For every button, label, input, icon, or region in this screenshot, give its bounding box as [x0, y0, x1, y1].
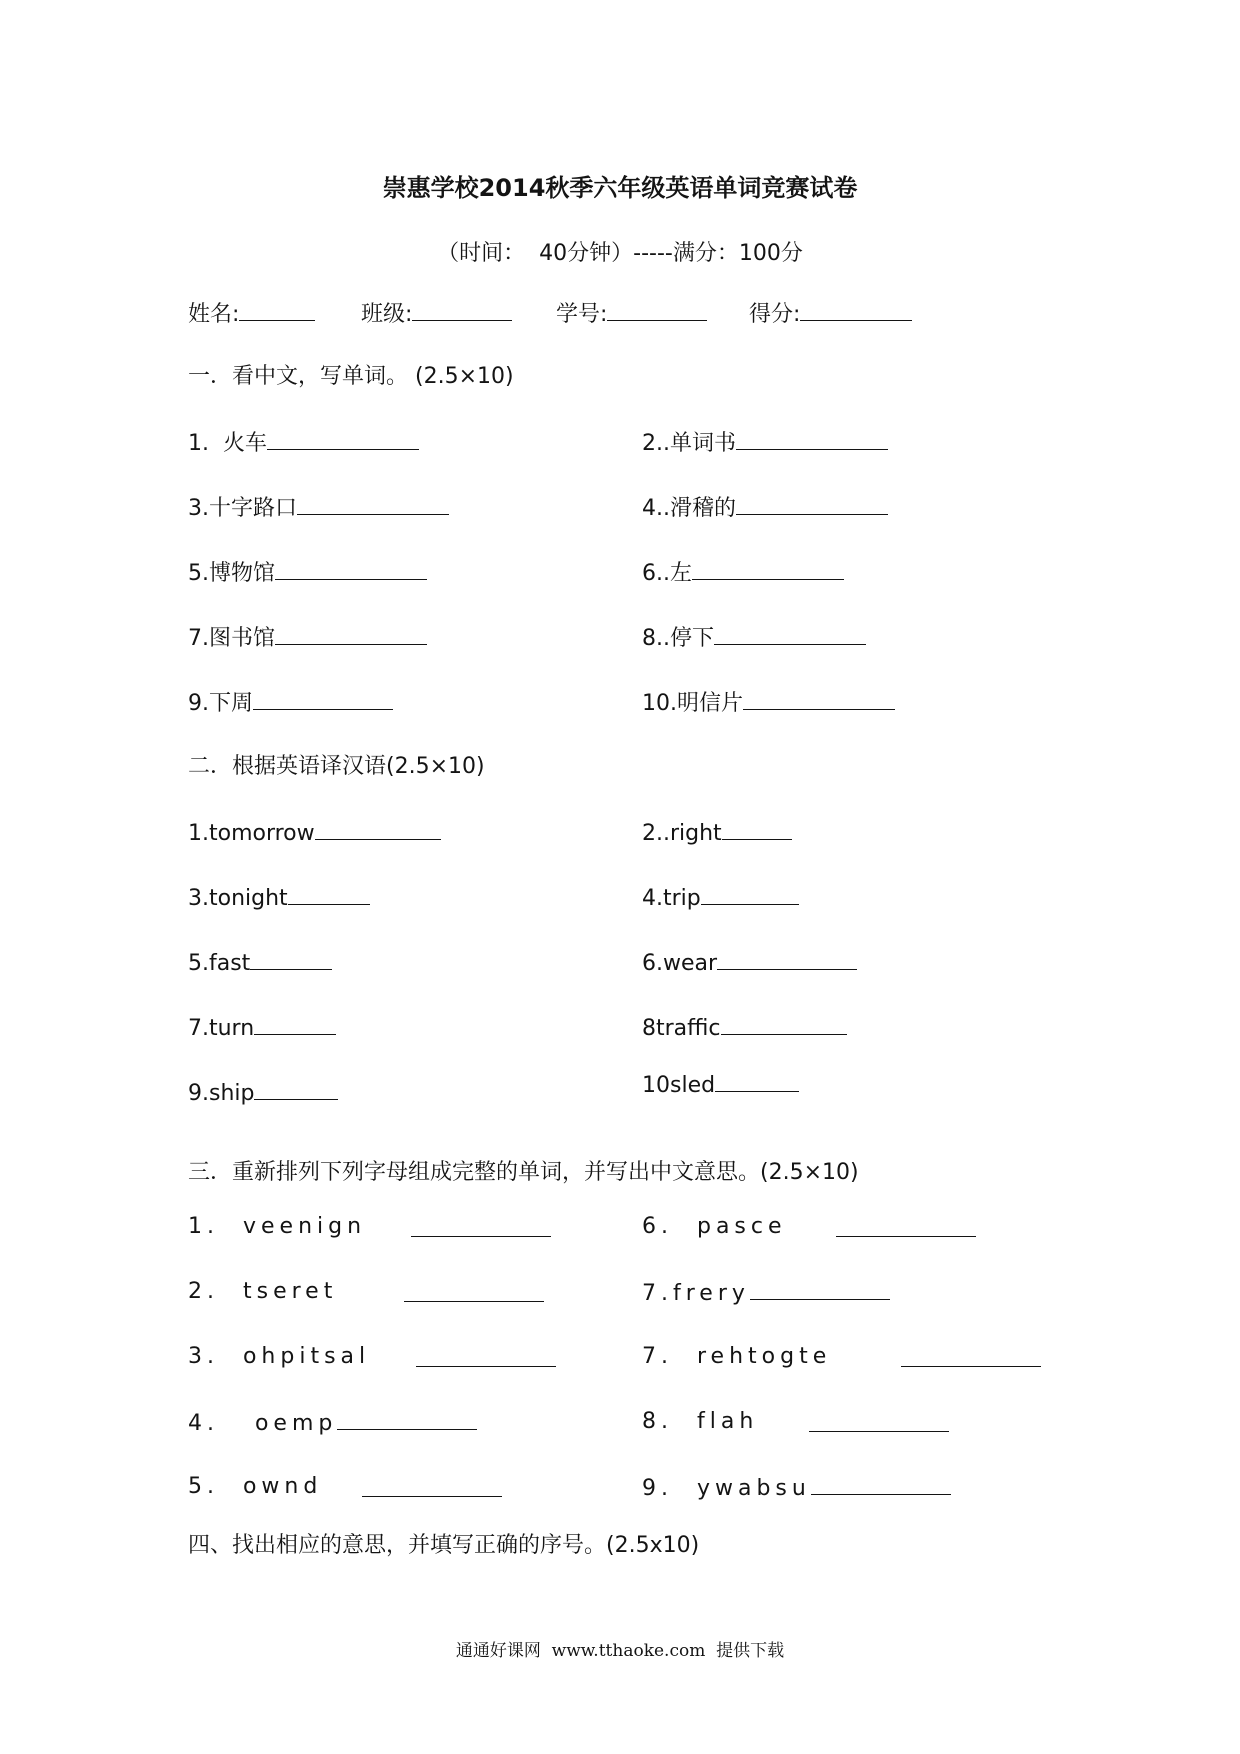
question-label: 7.turn: [188, 1016, 255, 1041]
scrambled-word: 1. veenign: [188, 1214, 367, 1239]
name-field[interactable]: [188, 300, 315, 328]
answer-blank[interactable]: [809, 1411, 949, 1432]
question-label: 2..right: [642, 821, 722, 846]
question-item[interactable]: [642, 949, 857, 977]
exam-time-and-score: （时间： 40分钟）-----满分：100分: [437, 241, 803, 266]
question-item[interactable]: [642, 689, 895, 717]
answer-blank[interactable]: [736, 494, 888, 515]
section-4-heading: 四、找出相应的意思，并填写正确的序号。(2.5x10): [188, 1533, 700, 1558]
answer-blank[interactable]: [416, 1346, 556, 1367]
answer-blank[interactable]: [254, 1079, 338, 1100]
answer-blank[interactable]: [250, 949, 332, 970]
section-1-heading: 一．看中文，写单词。 (2.5×10): [188, 364, 514, 389]
name-blank[interactable]: [239, 300, 315, 321]
question-label: 10sled: [642, 1073, 716, 1098]
question-label: 5.博物馆: [188, 561, 275, 586]
answer-blank[interactable]: [717, 949, 857, 970]
question-item[interactable]: [188, 1079, 338, 1107]
question-label: 2..单词书: [642, 431, 736, 456]
score-field[interactable]: [749, 300, 912, 328]
answer-blank[interactable]: [288, 884, 370, 905]
answer-blank[interactable]: [836, 1216, 976, 1237]
page-title: 崇惠学校2014秋季六年级英语单词竞赛试卷: [382, 174, 858, 202]
answer-blank[interactable]: [721, 1014, 847, 1035]
answer-blank[interactable]: [743, 689, 895, 710]
section-2-heading: 二．根据英语译汉语(2.5×10): [188, 754, 485, 779]
number-blank[interactable]: [607, 300, 707, 321]
question-item[interactable]: [188, 494, 449, 522]
answer-blank[interactable]: [253, 689, 393, 710]
answer-blank[interactable]: [404, 1281, 544, 1302]
scrambled-word: 3. ohpitsal: [188, 1344, 371, 1369]
answer-blank[interactable]: [275, 559, 427, 580]
score-label: 得分:: [749, 302, 801, 327]
answer-blank[interactable]: [254, 1014, 336, 1035]
question-item[interactable]: [188, 429, 419, 457]
scrambled-word: 8. flah: [642, 1409, 759, 1434]
answer-blank[interactable]: [736, 429, 888, 450]
question-item[interactable]: [642, 494, 888, 522]
answer-blank[interactable]: [750, 1279, 890, 1300]
question-label: 6.wear: [642, 951, 718, 976]
answer-blank[interactable]: [337, 1409, 477, 1430]
question-item[interactable]: [642, 1071, 799, 1099]
question-label: 3.tonight: [188, 886, 288, 911]
answer-blank[interactable]: [297, 494, 449, 515]
answer-blank[interactable]: [267, 429, 419, 450]
class-field[interactable]: [361, 300, 512, 328]
question-label: 9.下周: [188, 691, 253, 716]
scrambled-word: 7. rehtogte: [642, 1344, 832, 1369]
answer-blank[interactable]: [701, 884, 799, 905]
question-label: 1.tomorrow: [188, 821, 315, 846]
answer-blank[interactable]: [715, 1071, 799, 1092]
scrambled-word: 4. oemp: [188, 1411, 338, 1436]
question-item[interactable]: [642, 1279, 890, 1307]
question-item[interactable]: [188, 949, 332, 977]
answer-blank[interactable]: [714, 624, 866, 645]
scrambled-word: 5. ownd: [188, 1474, 323, 1499]
question-item[interactable]: [642, 1014, 847, 1042]
question-item[interactable]: [188, 819, 441, 847]
answer-blank[interactable]: [901, 1346, 1041, 1367]
question-item[interactable]: [642, 819, 792, 847]
answer-blank[interactable]: [275, 624, 427, 645]
number-label: 学号:: [556, 302, 608, 327]
answer-blank[interactable]: [362, 1476, 502, 1497]
question-item[interactable]: [188, 559, 427, 587]
scrambled-word: 6. pasce: [642, 1214, 787, 1239]
answer-blank[interactable]: [411, 1216, 551, 1237]
answer-blank[interactable]: [722, 819, 792, 840]
question-label: 3.十字路口: [188, 496, 297, 521]
question-label: 4..滑稽的: [642, 496, 736, 521]
question-item[interactable]: [188, 1014, 336, 1042]
question-item[interactable]: [642, 559, 844, 587]
scrambled-word: 7.frery: [642, 1281, 750, 1306]
name-label: 姓名:: [188, 302, 240, 327]
question-item[interactable]: [188, 624, 427, 652]
number-field[interactable]: [556, 300, 707, 328]
scrambled-word: 2. tseret: [188, 1279, 338, 1304]
question-item[interactable]: [642, 1474, 951, 1502]
question-label: 9.ship: [188, 1081, 255, 1106]
scrambled-word: 9. ywabsu: [642, 1476, 811, 1501]
question-label: 7.图书馆: [188, 626, 275, 651]
score-blank[interactable]: [800, 300, 912, 321]
class-blank[interactable]: [412, 300, 512, 321]
question-label: 8traffic: [642, 1016, 721, 1041]
question-item[interactable]: [642, 624, 866, 652]
question-item[interactable]: [642, 429, 888, 457]
question-item[interactable]: [188, 884, 370, 912]
question-label: 1. 火车: [188, 431, 267, 456]
question-item[interactable]: [642, 884, 799, 912]
question-label: 10.明信片: [642, 691, 743, 716]
section-3-heading: 三．重新排列下列字母组成完整的单词，并写出中文意思。(2.5×10): [188, 1160, 859, 1185]
question-label: 5.fast: [188, 951, 251, 976]
question-label: 6..左: [642, 561, 692, 586]
question-label: 8..停下: [642, 626, 714, 651]
answer-blank[interactable]: [692, 559, 844, 580]
answer-blank[interactable]: [315, 819, 441, 840]
question-label: 4.trip: [642, 886, 701, 911]
question-item[interactable]: [188, 689, 393, 717]
class-label: 班级:: [361, 302, 413, 327]
answer-blank[interactable]: [811, 1474, 951, 1495]
footer-credit: 通通好课网 www.tthaoke.com 提供下载: [455, 1641, 785, 1661]
question-item[interactable]: [188, 1409, 477, 1437]
